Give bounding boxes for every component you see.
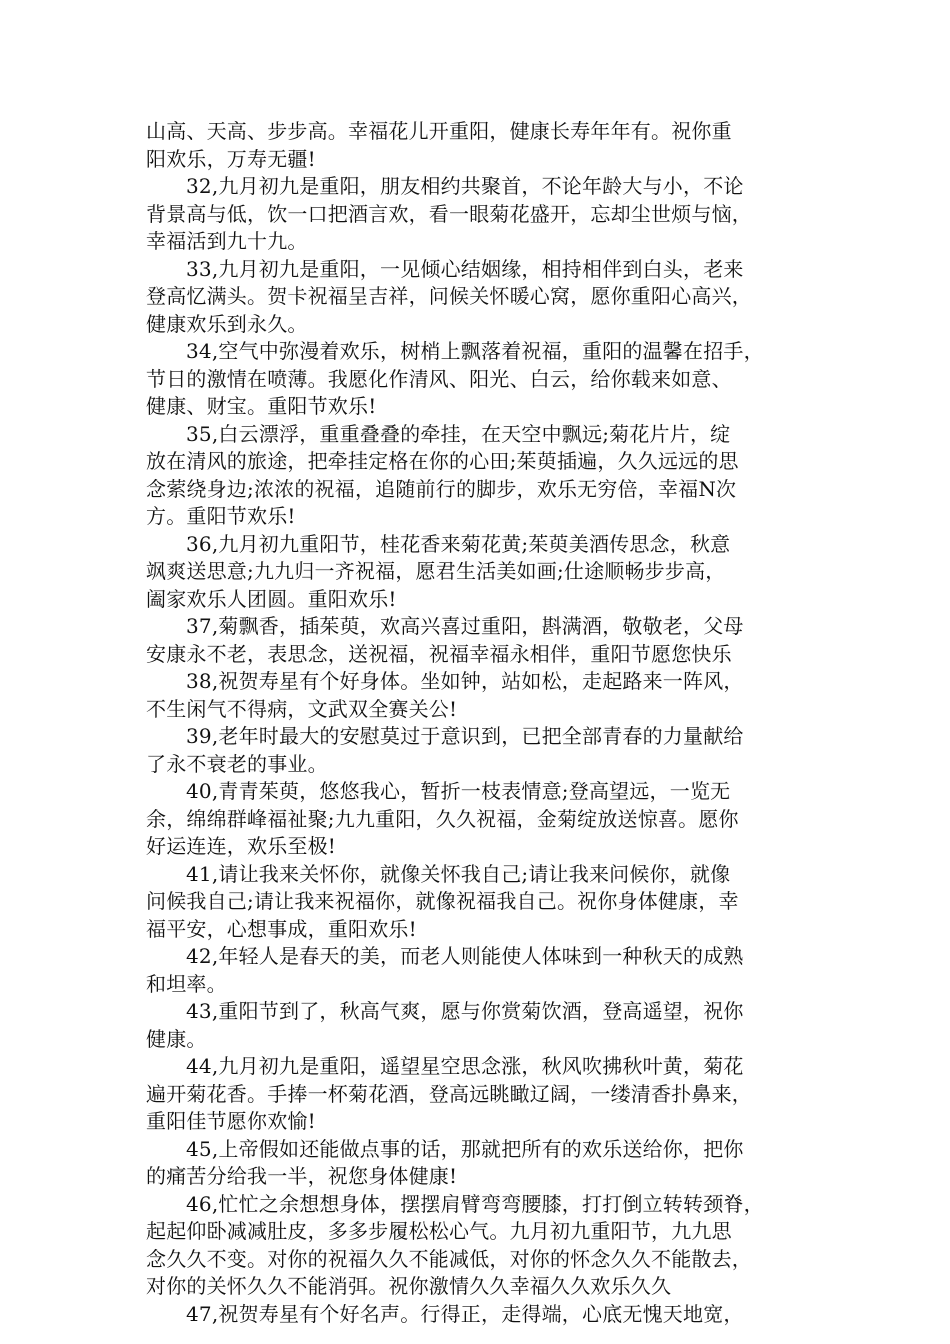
paragraph-40: 40,青青茱萸，悠悠我心，暂折一枝表情意;登高望远，一览无 余，绵绵群峰福祉聚;九九重阳，久久祝福，金菊绽放送惊喜。愿你 好运连连，欢乐至极! xyxy=(146,779,739,858)
paragraph-45: 45,上帝假如还能做点事的话，那就把所有的欢乐送给你，把你 的痛苦分给我一半，祝您身体健康! xyxy=(146,1136,744,1188)
paragraph-32: 32,九月初九是重阳，朋友相约共聚首，不论年龄大与小，不论 背景高与低，饮一口把酒言欢，看一眼菊花盛开，忘却尘世烦与恼， 幸福活到九十九。 xyxy=(146,174,752,253)
paragraph-41: 41,请让我来关怀你，就像关怀我自己;请让我来问候你，就像 问候我自己;请让我来祝福你，就像祝福我自己。祝你身体健康，幸 福平安，心想事成，重阳欢乐! xyxy=(146,861,739,941)
paragraph-34: 34,空气中弥漫着欢乐，树梢上飘落着祝福，重阳的温馨在招手， 节日的激情在喷薄。我愿化作清风、阳光、白云，给你载来如意、 健康、财宝。重阳节欢乐! xyxy=(146,339,764,418)
paragraph-continued: 山高、天高、步步高。幸福花儿开重阳，健康长寿年年有。祝你重 阳欢乐，万寿无疆! xyxy=(146,119,732,171)
paragraph-47: 47,祝贺寿星有个好名声。行得正，走得端，心底无愧天地宽， xyxy=(186,1301,744,1326)
paragraph-42: 42,年轻人是春天的美，而老人则能使人体味到一种秋天的成熟 和坦率。 xyxy=(146,944,744,996)
paragraph-38: 38,祝贺寿星有个好身体。坐如钟，站如松，走起路来一阵风， 不生闲气不得病，文武双全赛关公! xyxy=(146,669,744,721)
paragraph-37: 37,菊飘香，插茱萸，欢高兴喜过重阳，斟满酒，敬敬老，父母 安康永不老，表思念，送祝福，祝福幸福永相伴，重阳节愿您快乐 xyxy=(146,614,744,666)
paragraph-39: 39,老年时最大的安慰莫过于意识到，已把全部青春的力量献给 了永不衰老的事业。 xyxy=(146,724,744,776)
paragraph-36: 36,九月初九重阳节，桂花香来菊花黄;茱萸美酒传思念，秋意 飒爽送思意;九九归一齐祝福，愿君生活美如画;仕途顺畅步步高， 阖家欢乐人团圆。重阳欢乐! xyxy=(146,531,731,611)
paragraph-33: 33,九月初九是重阳，一见倾心结姻缘，相持相伴到白头，老来 登高忆满头。贺卡祝福呈吉祥，问候关怀暖心窝，愿你重阳心高兴， 健康欢乐到永久。 xyxy=(146,256,752,336)
paragraph-46: 46,忙忙之余想想身体，摆摆肩臂弯弯腰膝，打打倒立转转颈脊， 起起仰卧减减肚皮，多多步履松松心气。九月初九重阳节，九九思 念久久不变。对你的祝福久久不能减低，对你的怀念久久不能散去， 对你的关怀久久不能消弭。祝你激情久久幸福久久欢乐久久 xyxy=(146,1191,764,1298)
paragraph-35: 35,白云漂浮，重重叠叠的牵挂，在天空中飘远;菊花片片，绽 放在清风的旅途，把牵挂定格在你的心田;茱萸插遍，久久远远的思 念萦绕身边;浓浓的祝福，追随前行的脚步，欢乐无穷倍，幸福N次 方。重阳节欢乐! xyxy=(146,421,739,528)
paragraph-44: 44,九月初九是重阳，遥望星空思念涨，秋风吹拂秋叶黄，菊花 遍开菊花香。手捧一杯菊花酒，登高远眺瞰辽阔，一缕清香扑鼻来， 重阳佳节愿你欢愉! xyxy=(146,1054,752,1133)
paragraph-43: 43,重阳节到了，秋高气爽，愿与你赏菊饮酒，登高遥望，祝你 健康。 xyxy=(146,999,744,1051)
document-body xyxy=(146,118,814,1328)
